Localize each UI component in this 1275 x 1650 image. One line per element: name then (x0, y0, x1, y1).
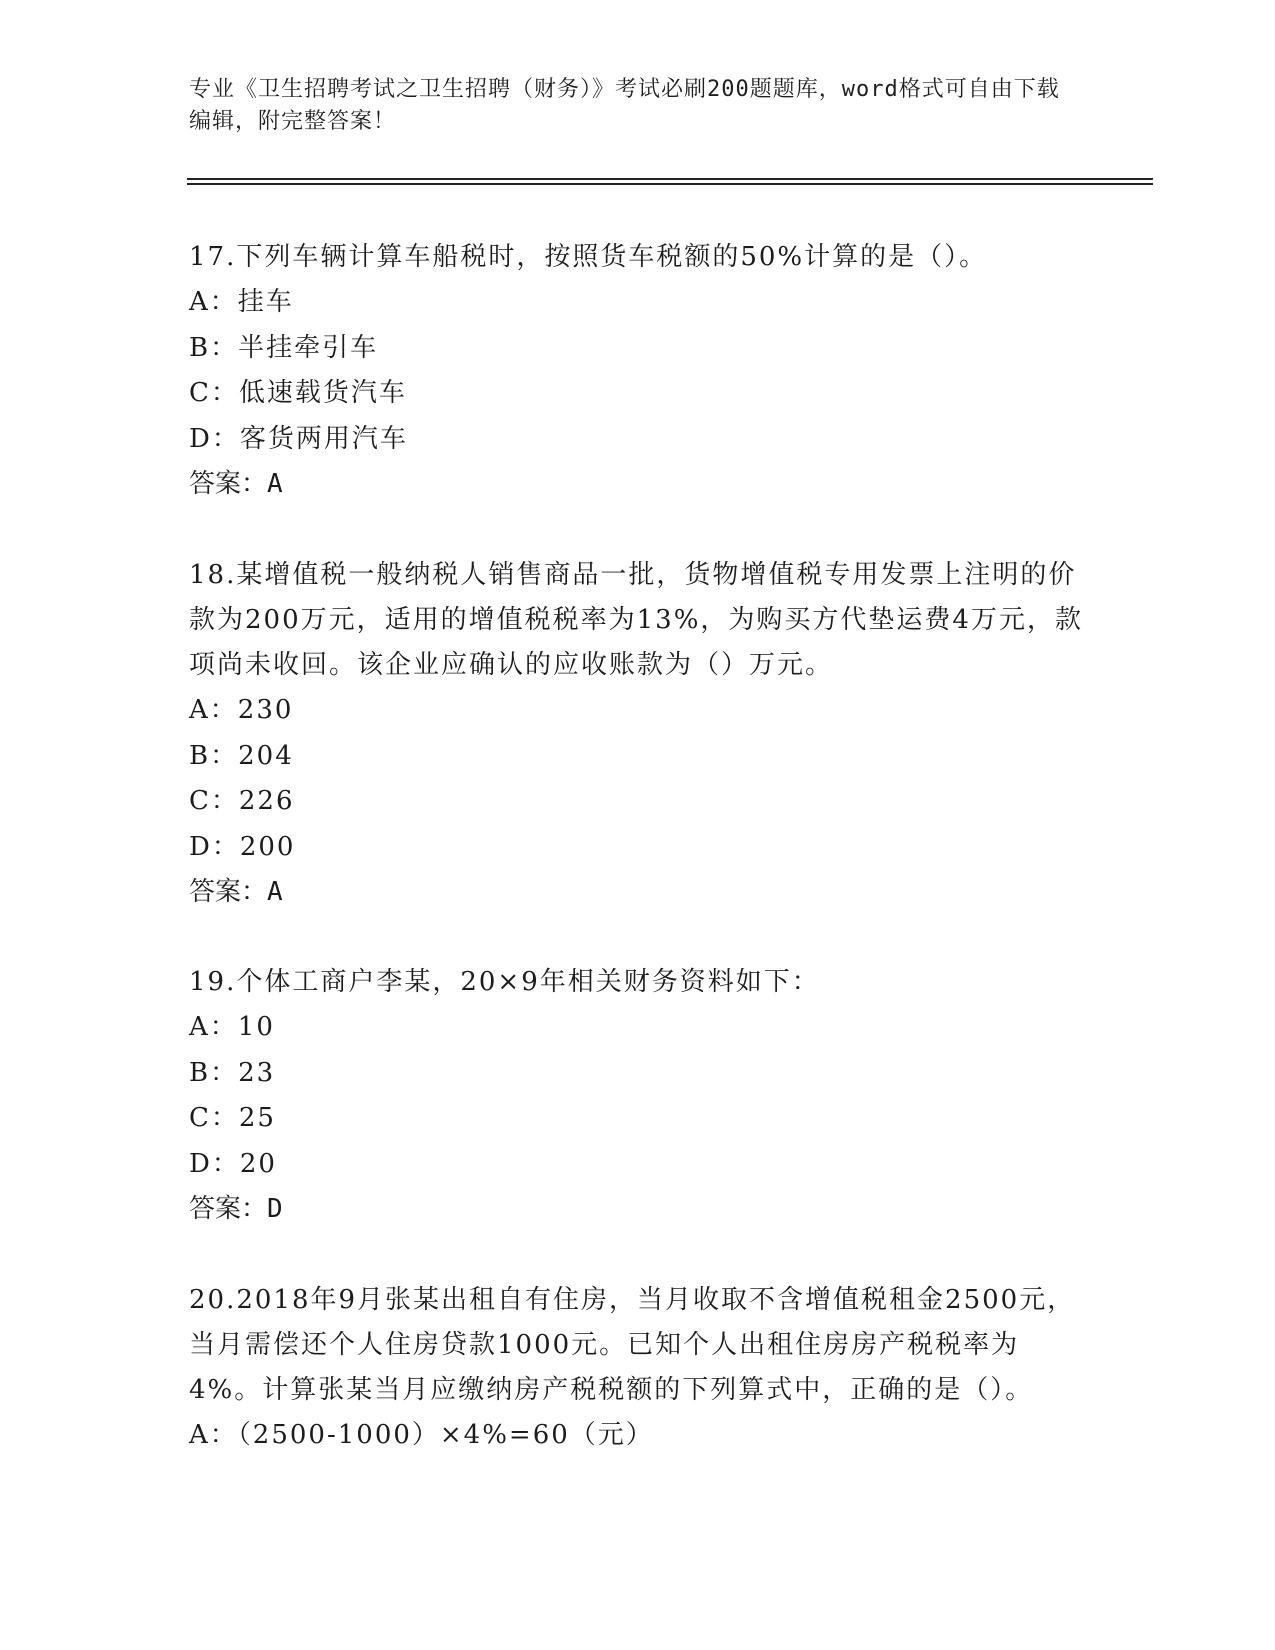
question-17 (189, 235, 1089, 507)
option-b: B：204 (189, 740, 294, 771)
header-divider-top (187, 178, 1153, 180)
option-c: C：25 (189, 1103, 276, 1133)
document-header: 专业《卫生招聘考试之卫生招聘（财务）》考试必刷200题题库，word格式可自由下载编辑，附完整答案！ (189, 77, 1060, 134)
option-a: A：（2500-1000）×4%=60（元） (189, 1420, 654, 1450)
answer: 答案：A (189, 877, 283, 907)
option-a: A：230 (189, 695, 294, 725)
question-20 (189, 1278, 1089, 1459)
option-d: D：客货两用汽车 (189, 423, 408, 454)
question-stem: 19.个体工商户李某，20×9年相关财务资料如下： (189, 967, 820, 997)
option-c: C：低速载货汽车 (189, 378, 407, 408)
question-stem: 18.某增值税一般纳税人销售商品一批，货物增值税专用发票上注明的价款为200万元，适用的增值税税率为13%，为购买方代垫运费4万元，款项尚未收回。该企业应确认的应收账款为（）万元。 (189, 560, 1083, 680)
option-b: B：23 (189, 1057, 276, 1088)
question-stem: 20.2018年9月张某出租自有住房，当月收取不含增值税租金2500元，当月需偿还个人住房贷款1000元。已知个人出租住房房产税税率为4%。计算张某当月应缴纳房产税税额的下列算式中，正确的是（）。 (189, 1285, 1076, 1405)
option-d: D：200 (189, 831, 296, 862)
answer: 答案：A (189, 469, 283, 499)
option-d: D：20 (189, 1148, 277, 1179)
answer: 答案：D (189, 1194, 283, 1224)
option-a: A：挂车 (189, 287, 294, 317)
question-19 (189, 960, 1089, 1232)
header-divider-bottom (187, 183, 1153, 185)
option-a: A：10 (189, 1012, 275, 1042)
question-stem: 17.下列车辆计算车船税时，按照货车税额的50%计算的是（）。 (189, 242, 988, 272)
question-18 (189, 553, 1089, 915)
option-b: B：半挂牵引车 (189, 332, 379, 363)
option-c: C：226 (189, 786, 295, 816)
